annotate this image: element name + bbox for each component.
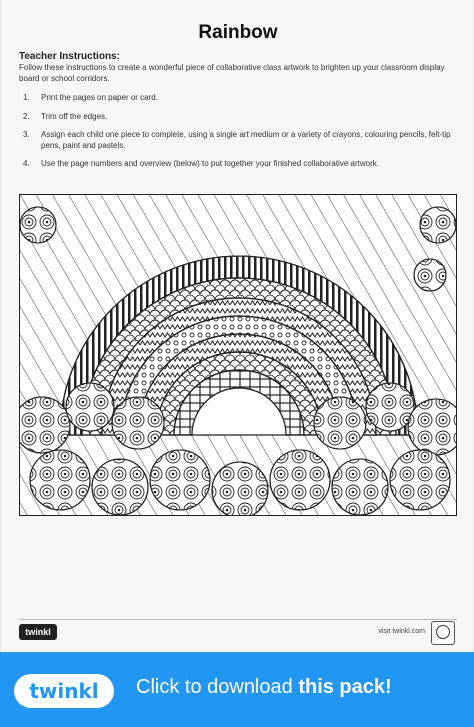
step-text: Use the page numbers and overview (below) to put together your finished collaborative artwork. [41,159,379,168]
twinkl-logo: twinkl [14,674,114,708]
page-title: Rainbow [198,22,278,43]
step-text: Trim off the edges. [41,111,108,121]
step-text: Print the pages on paper or card. [41,93,158,102]
twinkl-logo-small: twinkl [19,624,57,640]
cta-text: Click to download [136,676,299,698]
instructions-intro: Follow these instructions to create a wonderful piece of collaborative class artwork to brighten up your classroom display board or school corridors. [19,63,445,83]
footer-divider [19,619,457,620]
rainbow-illustration [20,195,457,516]
download-cta[interactable] [136,676,392,699]
quality-badge-icon [431,621,455,645]
step-number: 4. [23,159,30,168]
step-number: 2. [23,111,30,121]
instructions-heading: Teacher Instructions: [19,51,120,62]
cta-bold-text: this pack! [298,676,392,698]
list-item [19,159,459,170]
download-banner[interactable] [0,652,474,727]
visit-link-text: visit twinkl.com [378,628,425,635]
list-item [19,93,459,104]
step-text: Assign each child one piece to complete, using a single art medium or a variety of crayons, colouring pencils, felt-tip pens, paint and pastels. [41,130,451,150]
list-item [19,112,459,123]
instructions-steps [19,93,459,178]
list-item [19,130,459,151]
step-number: 1. [23,93,30,102]
step-number: 3. [23,130,30,139]
rainbow-colouring-artwork [19,194,457,516]
